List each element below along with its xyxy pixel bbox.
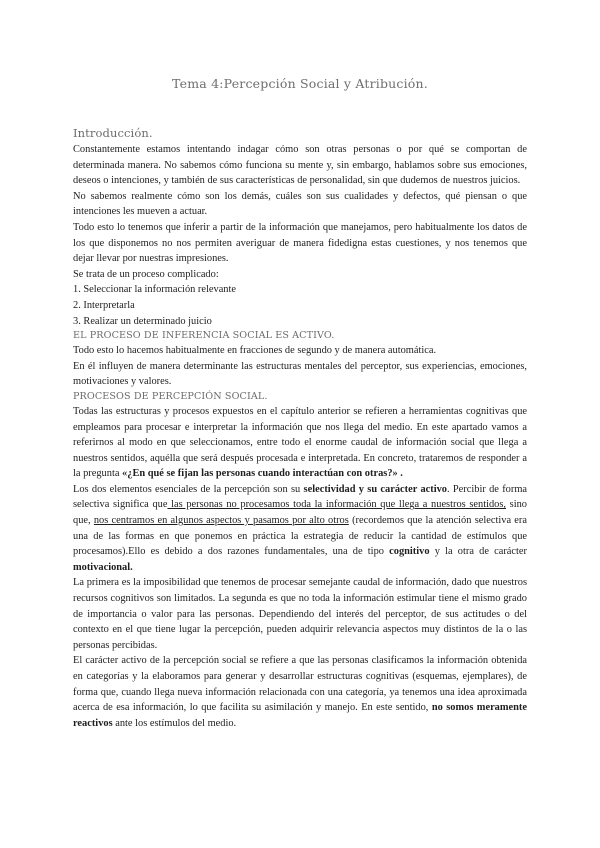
- underlined-text: nos centramos en algunos aspectos y pasamos por alto otros: [93, 515, 349, 527]
- text-run: Todas las estructuras y procesos expuestos en el capítulo anterior se refieren a herramientas cognitivas que empleamos para procesar e interpretar la información que nos llega del medio. En este apartado vamos a referirnos al modo en que seleccionamos, entre todo el enorme caudal de información social que llega a nuestros sentidos, aquélla que será después procesada e interpretada. En concreto, trataremos de responder a la pregunta: [73, 405, 527, 480]
- text-run: El carácter activo de la percepción social se refiere a que las personas clasificamos la información obtenida en categorías y la elaboramos para generar y desarrollar estructuras cognitivas (esquemas, ejemplares), de forma que, cuando llega nueva información relacionada con una categoría, ya tenemos una idea aproximada acerca de esa información, lo que facilita su asimilación y manejo. En este sentido,: [73, 655, 527, 714]
- text-run: (recordemos que la atención selectiva era una de las formas en que ponemos en práctica la estrategia de reducir la cantidad de estímulos que procesamos).Ello es debido a dos razones fundamentales, una de tipo: [73, 515, 527, 558]
- paragraph: Todo esto lo tenemos que inferir a partir de la información que manejamos, pero habitualmente los datos de los que disponemos no nos permiten averiguar de manera fidedigna estas cuestiones, y nos tenemos que dejar llevar por nuestras impresiones.: [73, 221, 527, 265]
- list-item: 1. Seleccionar la información relevante: [73, 284, 236, 296]
- section-heading-procesos-percepcion: PROCESOS DE PERCEPCIÓN SOCIAL.: [73, 390, 268, 402]
- paragraph: La primera es la imposibilidad que tenemos de procesar semejante caudal de información, dado que nuestros recursos cognitivos son limitados. La segunda es que no toda la información estimular tiene el mismo grado de importancia o valor para las personas. Dependiendo del interés del perceptor, de sus actitudes o del contexto en el que tiene lugar la percepción, pueden adquirir relevancia aspectos muy distintos de la o las personas percibidas.: [73, 577, 527, 651]
- text-run: y la otra de carácter: [429, 546, 527, 558]
- emphasis-text: motivacional.: [73, 561, 133, 573]
- list-item: 2. Interpretarla: [73, 299, 135, 311]
- text-run: ante los estímulos del medio.: [112, 717, 237, 729]
- text-run: Los dos elementos esenciales de la percepción son su: [73, 483, 304, 495]
- list-item: 3. Realizar un determinado juicio: [73, 315, 212, 327]
- paragraph: [73, 482, 527, 576]
- text-run: . Percibir de forma selectiva significa que: [73, 483, 528, 511]
- paragraph: Todo esto lo hacemos habitualmente en fracciones de segundo y de manera automática.: [73, 345, 437, 357]
- document-body: [73, 126, 527, 731]
- emphasis-text: no somos meramente reactivos: [73, 702, 527, 729]
- paragraph: Se trata de un proceso complicado:: [73, 268, 219, 280]
- paragraph: [73, 653, 527, 731]
- paragraph: [73, 404, 527, 482]
- paragraph: No sabemos realmente cómo son los demás, cuáles son sus cualidades y defectos, qué piensan o que intenciones les mueven a actuar.: [73, 190, 527, 218]
- emphasis-text: selectividad y su carácter activo: [303, 483, 447, 495]
- text-run: sino que,: [73, 499, 527, 527]
- paragraph: Constantemente estamos intentando indagar cómo son otras personas o por qué se comportan de determinada manera. No sabemos cómo funciona su mente y, sin embargo, hablamos sobre sus emociones, deseos o intenciones, y también de sus características de personalidad, sin que dudemos de nuestros juicios.: [73, 144, 527, 187]
- underlined-text: las personas no procesamos toda la información que llega a nuestros sentidos,: [167, 499, 507, 511]
- section-heading-proceso-activo: EL PROCESO DE INFERENCIA SOCIAL ES ACTIVO.: [73, 330, 335, 342]
- section-heading-introduccion: Introducción.: [73, 126, 153, 140]
- paragraph: En él influyen de manera determinante las estructuras mentales del perceptor, sus experiencias, emociones, motivaciones y valores.: [73, 360, 527, 388]
- document-title: Tema 4:Percepción Social y Atribución.: [172, 76, 428, 91]
- emphasis-text: cognitivo: [389, 546, 430, 558]
- numbered-list: [73, 282, 527, 329]
- emphasis-question: «¿En qué se fijan las personas cuando interactúan con otras?» .: [122, 468, 403, 480]
